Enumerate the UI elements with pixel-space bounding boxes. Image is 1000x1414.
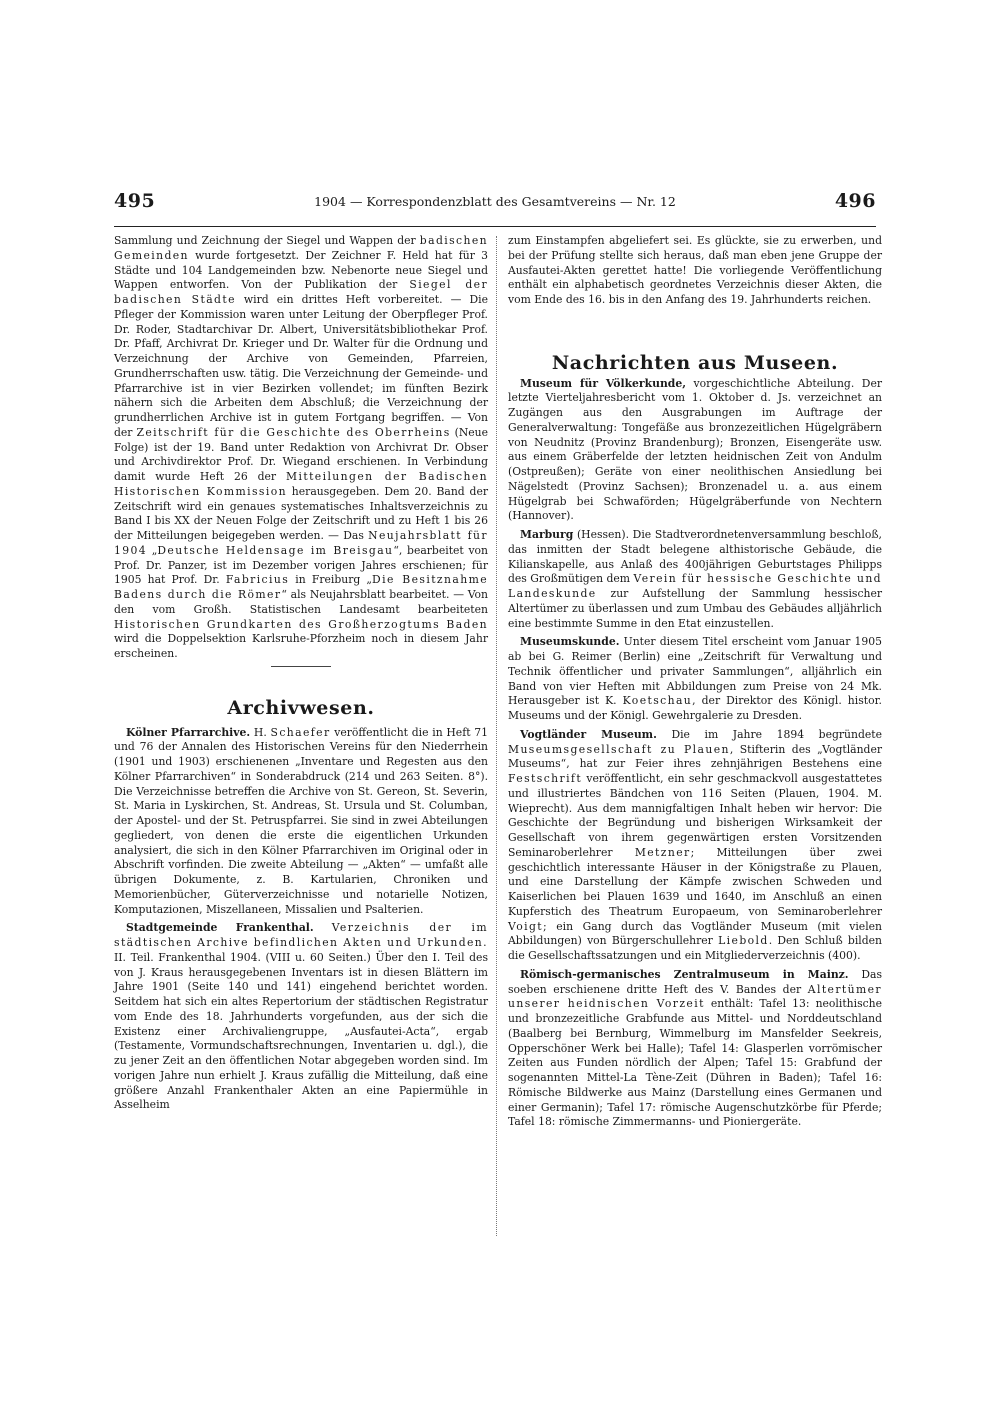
spaced-term: Neujahrsblatt für 1904 (114, 529, 488, 557)
entry-museum-voelkerkunde (508, 377, 882, 525)
spaced-term: Deutsche Heldensage im Breisgau (157, 543, 394, 557)
page-number-left: 495 (114, 190, 156, 212)
text-run: Das soeben erschienene dritte Heft des V. Bandes der (508, 967, 882, 996)
spaced-term: Mitteilungen der Badischen Historischen Kommission (114, 470, 488, 498)
text-run: , der Direktor des Königl. histor. Museums und der Königl. Gewehrgalerie zu Dresden. (508, 694, 882, 722)
text-run: „ (147, 543, 158, 557)
text-run: Die im Jahre 1894 begründete (656, 727, 882, 741)
text-run: veröffentlicht die in Heft 71 und 76 der Annalen des Historischen Vereins für den Niederrhein (1901 und 1903) erschienenen „Inventare und Regesten aus den Kölner Pfarrarchiven“ in Sonderabdruck (214 und 263 Seiten. 8°). Die Verzeichnisse betreffen die Archive von St. Gereon, St. Severin, St. Maria in Lyskirchen, St. Andreas, St. Ursula und St. Columban, der Apostel- und der St. Petruspfarrei. Sie sind in zwei Abteilungen gegliedert, von denen die erste die eigentlichen Urkunden analysiert, die sich in den Kölner Pfarrarchiven im Original oder in Abschrift vorfinden. Die zweite Abteilung — „Akten“ — umfaßt alle übrigen Dokumente, z. B. Kartularien, Chroniken und Memorienbücher, Güterverzeichnisse und notarielle Notizen, Komputazionen, Miszellaneen, Missalien und Psalterien. (114, 725, 489, 916)
text-run: zur Aufstellung der Sammlung hessischer Altertümer zu überlassen und zum Umbau des Gebäudes alljährlich eine bestimmte Summe in den Etat einzustellen. (508, 587, 882, 630)
entry-title: Museumskunde. (520, 635, 620, 649)
spaced-term: Voigt (508, 919, 544, 933)
text-run: wird die Doppelsektion Karlsruhe-Pforzheim noch in diesem Jahr erscheinen. (114, 632, 488, 660)
text-run: wurde fortgesetzt. Der Zeichner F. Held hat für 3 Städte und 104 Landgemeinden bzw. Nebenorte neue Siegel und Wappen entworfen. Von der Publikation der (114, 248, 488, 292)
text-run: ; Mitteilungen über zwei geschichtlich interessante Häuser in der Königstraße zu Plauen, und eine Darstellung der Kämpfe zwischen Schweden und Kaiserlichen bei Plauen 1639 und 1640, im Anschluß an einen Kupferstich des Theatrum Europaeum, von Seminaroberlehrer (508, 845, 882, 918)
text-run: (Hessen). Die Stadtverordnetenversammlung beschloß, das inmitten der Stadt belegene althistorische Gebäude, die Kilianskapelle, aus Anlaß des 400jährigen Geburtstages Philipps des Großmütigen dem (508, 528, 882, 586)
spaced-term: Museumsgesellschaft zu Plauen (508, 742, 730, 756)
text-run: , Stifterin des „Vogtländer Museums“, hat zur Feier ihres zehnjährigen Bestehens eine (508, 742, 882, 771)
spaced-term: Die Besitznahme Badens durch die Römer (114, 573, 488, 601)
baden-commission-paragraph (114, 234, 488, 662)
spaced-term: Fabricius (225, 573, 290, 587)
text-run: veröffentlicht, ein sehr geschmackvoll ausgestattetes und illustriertes Bändchen von 116 Seiten (Plauen, 1904. M. Wieprecht). Aus dem mannigfaltigen Inhalt heben wir hervor: Die Geschichte der Begründung und bisherigen Wirksamkeit der Gesellschaft von ihrem gegenwärtigen ersten Vorsitzenden Seminaroberlehrer (508, 772, 882, 859)
header-rule (114, 226, 876, 227)
entry-title: Kölner Pfarrarchive. (126, 725, 251, 739)
text-run: H. (250, 725, 271, 739)
text-run: wird ein drittes Heft vorbereitet. — Die Pfleger der Kommission waren unter Leitung der Oberpfleger Prof. Dr. Roder, Stadtarchivar Dr. Albert, Universitätsbibliothekar Prof. Dr. Pfaff, Archivrat Dr. Krieger und Dr. Walter für die Ordnung und Verzeichnung der Archive von Gemeinden, Pfarreien, Grundherrschaften usw. tätig. Die Verzeichnung der Gemeinde- und Pfarrarchive ist in vier Bezirken vollendet; im fünften Bezirk nähern sich die Arbeiten dem Abschluß; die Verzeichnung der grundherrlichen Archive ist in gutem Fortgang begriffen. — Von der (114, 293, 488, 439)
entry-title: Vogtländer Museum. (520, 727, 657, 741)
entry-zentralmuseum-mainz (508, 968, 882, 1130)
text-run: . Den Schluß bilden die Gesellschaftssatzungen und ein Mitgliederverzeichnis (400). (508, 934, 882, 962)
entry-vogtlaender-museum (508, 728, 882, 964)
frankenthal-continuation: zum Einstampfen abgeliefert sei. Es glückte, sie zu erwerben, und bei der Prüfung stellte sich heraus, daß man eben jene Gruppe der Ausfautei-Akten gerettet hatte! Die vorliegende Veröffentlichung enthält ein alphabetisch geordnetes Verzeichnis dieser Akten, die vom Ende des 16. bis in den Anfang des 19. Jahrhunderts reichen. (508, 234, 882, 306)
entry-title: Stadtgemeinde Frankenthal. (126, 921, 314, 935)
entry-museumskunde (508, 635, 882, 724)
entry-marburg (508, 528, 882, 631)
spaced-term: Siegel der badischen Städte (114, 278, 489, 306)
text-run: “ als Neujahrsblatt bearbeitet. — Von den vom Großh. Statistischen Landesamt bearbeiteten (114, 588, 488, 616)
entry-frankenthal (114, 921, 488, 1113)
text-run: Sammlung und Zeichnung der Siegel und Wappen der (114, 234, 420, 247)
text-run (314, 921, 332, 934)
spaced-term: Liebold (718, 934, 769, 948)
entry-title: Marburg (520, 528, 574, 541)
spaced-term: Schaefer (270, 725, 331, 739)
spaced-term: Metzner (634, 845, 691, 859)
text-run: enthält: Tafel 13: neolithische und bronzezeitliche Grabfunde aus Mittel- und Norddeutschland (Baalberg bei Bernburg, Wimmelburg im Mansfelder Seekreis, Opperschöner Werk bei Halle); Tafel 14: Glasperlen vorrömischer Zeiten aus Funden nördlich der Alpen; Tafel 15: Grabfund der sogenannten Mittel-La Tène-Zeit (Dühren in Baden); Tafel 16: Römische Bildwerke aus Mainz (Darstellung eines Germanen und einer Germanin); Tafel 17: römische Augenschutzkörbe für Pferde; Tafel 18: römische Zimmermanns- und Pioniergeräte. (508, 997, 882, 1129)
text-run: herausgegeben. Dem 20. Band der Zeitschrift wird ein genaues systematisches Inhaltsverzeichnis zu Band I bis XX der Neuen Folge der Zeitschrift und zu Heft 1 bis 26 der Mitteilungen beigegeben werden. — Das (114, 484, 489, 542)
spaced-term: Altertümer unserer heidnischen Vorzeit (508, 982, 882, 1011)
text-run: in Freiburg „ (289, 573, 373, 587)
page-number-right: 496 (834, 190, 876, 212)
entry-title: Museum für Völkerkunde, (520, 376, 686, 390)
spaced-term: Festschrift (508, 772, 583, 785)
spaced-term: Historischen Grundkarten des Großherzogtums Baden (114, 617, 488, 631)
spaced-term: Zeitschrift für die Geschichte des Oberrheins (136, 425, 451, 439)
spaced-term: Verzeichnis der im städtischen Archive befindlichen Akten und Urkunden. (114, 921, 488, 949)
text-run: vorgeschichtliche Abteilung. Der letzte Vierteljahresbericht vom 1. Oktober d. Js. verzeichnet an Zugängen aus den Ausgrabungen im Auftrage der Generalverwaltung: Tongefäße aus bronzezeitlichen Hügelgräbern von Neudnitz (Provinz Brandenburg); Bronzen, Eisengeräte usw. aus einem Gräberfelde der letzten heidnischen Zeit von Andulm (Ostpreußen); Geräte von einer neolithischen Ansiedlung bei Nägelstedt (Provinz Sachsen); Bronzenadel u. a. aus einem Hügelgrab bei Schwaförden; Hügelgräberfunde von Nechtern (Hannover). (508, 376, 882, 523)
right-column (508, 234, 882, 1134)
entry-title: Römisch-germanisches Zentralmuseum in Mainz. (520, 967, 849, 981)
spaced-term: badischen Gemeinden (114, 234, 488, 262)
text-run: (Neue Folge) ist der 19. Band unter Redaktion von Archivrat Dr. Obser und Archivdirektor Prof. Dr. Wiegand erschienen. In Verbindung damit wurde Heft 26 der (114, 425, 488, 483)
running-title: 1904 — Korrespondenzblatt des Gesamtvereins — Nr. 12 (314, 194, 676, 209)
text-run: ; ein Gang durch das Vogtländer Museum (mit vielen Abbildungen) von Bürgerschullehrer (508, 919, 882, 948)
spaced-term: Koetschau (622, 694, 693, 708)
left-column (114, 234, 488, 1117)
page-header (114, 190, 876, 220)
text-run: Unter diesem Titel erscheint vom Januar 1905 ab bei G. Reimer (Berlin) eine „Zeitschrift für Verwaltung und Technik öffentlicher und privater Sammlungen“, alljährlich ein Band von vier Heften mit Abbildungen zum Preise von 24 Mk. Herausgeber ist K. (508, 635, 882, 708)
section-end-rule (271, 666, 331, 667)
entry-koelner-pfarrarchive (114, 726, 488, 918)
text-run: “, bearbeitet von Prof. Dr. Panzer, ist im Dezember vorigen Jahres erschienen; für 1905 hat Prof. Dr. (114, 543, 489, 587)
column-divider (496, 236, 497, 1236)
text-run: II. Teil. Frankenthal 1904. (VIII u. 60 Seiten.) Über den I. Teil des von J. Kraus herausgegebenen Inventars ist in diesen Blättern im Jahre 1901 (Seite 140 und 141) eingehend berichtet worden. Seitdem hat sich ein altes Repertorium der städtischen Registratur vom Ende des 18. Jahrhunderts vorgefunden, aus der sich die Existenz einer Archivaliengruppe, „Ausfautei-Acta“, ergab (Testamente, Vormundschaftsrechnungen, Inventarien u. dgl.), die zu jener Zeit an den öffentlichen Notar abgegeben worden sind. Im vorigen Jahre nun erhielt J. Kraus zufällig die Mitteilung, daß eine größere Anzahl Frankenthaler Akten an eine Papiermühle in Asselheim (114, 950, 488, 1112)
section-heading-archivwesen: Archivwesen. (227, 696, 375, 719)
section-heading-museen: Nachrichten aus Museen. (551, 351, 839, 374)
spaced-term: Verein für hessische Geschichte und Landeskunde (508, 572, 882, 600)
